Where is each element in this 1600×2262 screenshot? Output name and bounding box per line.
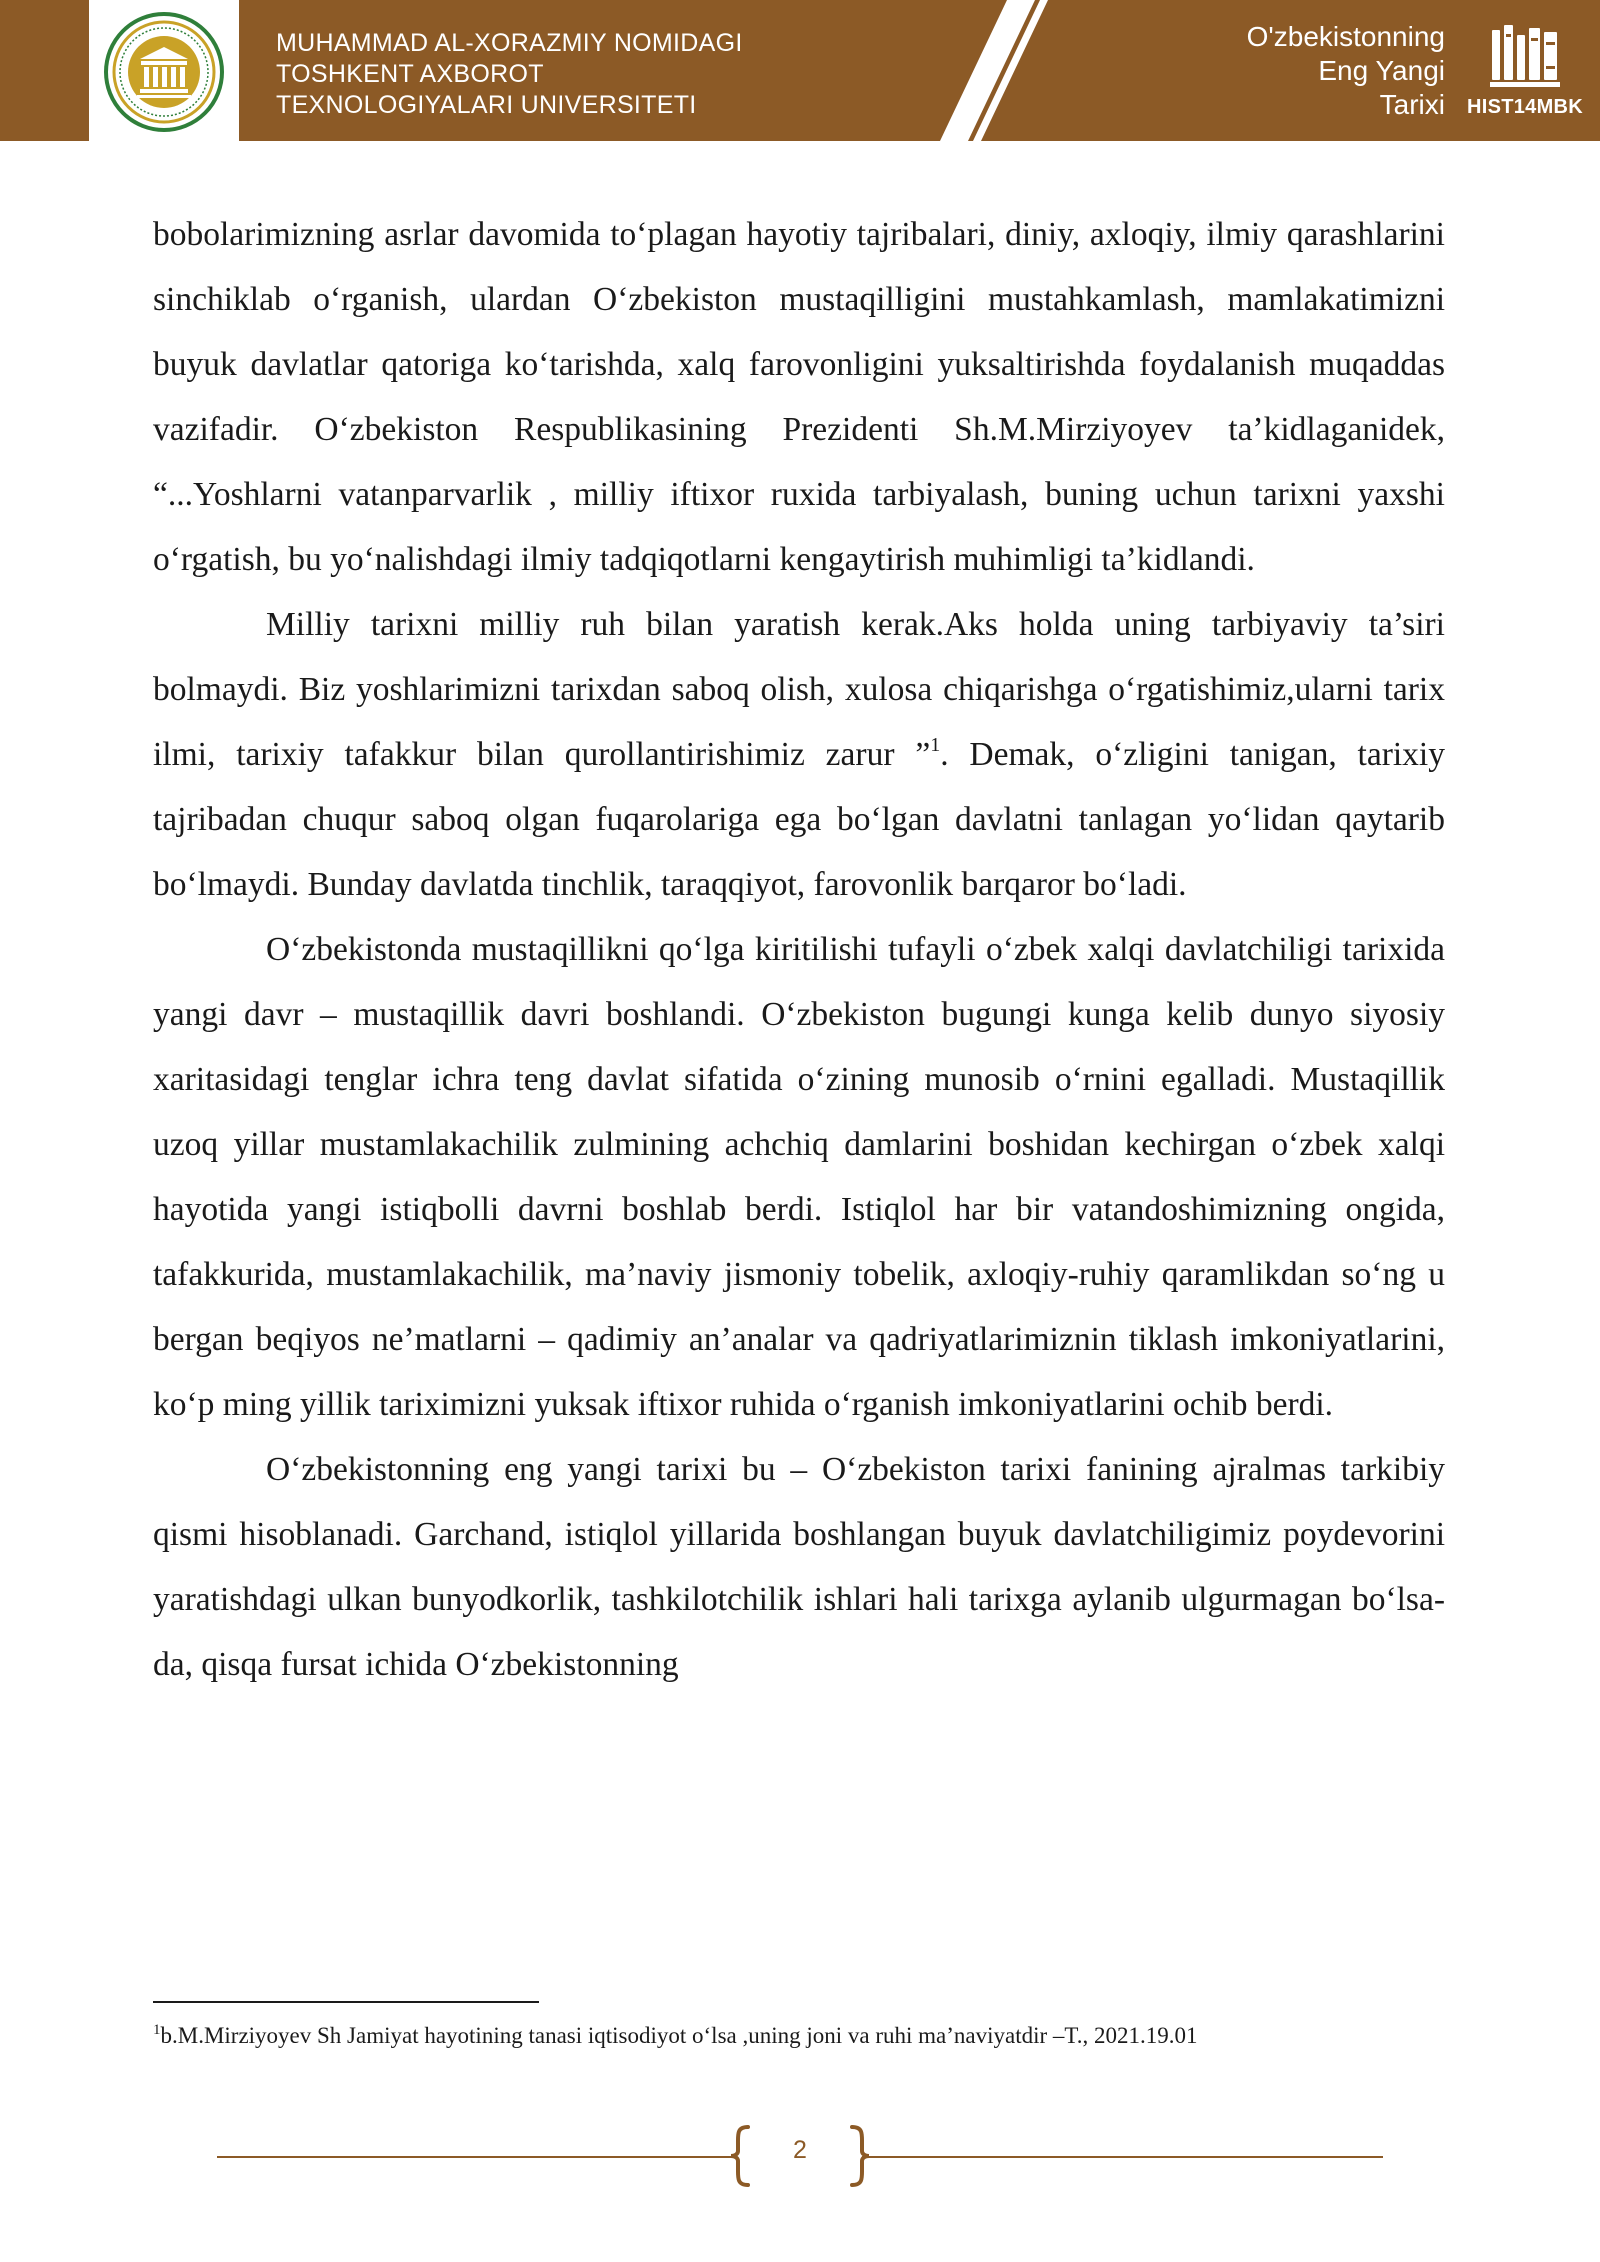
university-name bbox=[276, 28, 743, 121]
footnote-reference[interactable]: 1 bbox=[930, 734, 941, 756]
page-number: 2 bbox=[793, 2136, 807, 2164]
university-name-line: MUHAMMAD AL-XORAZMIY NOMIDAGI bbox=[276, 29, 743, 57]
footnote-text: b.M.Mirziyoyev Sh Jamiyat hayotining tanasi iqtisodiyot o‘lsa ,uning joni va ruhi ma’naviyatdir –T., 2021.19.01 bbox=[160, 2023, 1198, 2048]
course-code: HIST14MBK bbox=[1466, 96, 1584, 118]
university-name-line: TEXNOLOGIYALARI UNIVERSITETI bbox=[276, 91, 697, 119]
university-logo-icon bbox=[103, 11, 225, 133]
document-body bbox=[153, 202, 1445, 1697]
university-name-line: TOSHKENT AXBOROT bbox=[276, 60, 544, 88]
course-title-line: Tarixi bbox=[1379, 89, 1445, 120]
course-title-line: O'zbekistonning bbox=[1246, 21, 1445, 52]
paragraph-text: Milliy tarixni milliy ruh bilan yaratish kerak.Aks holda uning tarbiyaviy ta’siri bolmaydi. Biz yoshlarimizni tarixdan saboq olish, xulosa chiqarishga o‘rgatishimiz,ularni tarix ilmi, tarixiy tafakkur bilan qurollantirishimiz zarur ” bbox=[153, 606, 1445, 773]
course-title bbox=[1247, 20, 1445, 122]
left-brace-icon bbox=[728, 2124, 752, 2188]
paragraph: O‘zbekistonda mustaqillikni qo‘lga kiritilishi tufayli o‘zbek xalqi davlatchiligi tarixida yangi davr – mustaqillik davri boshlandi. O‘zbekiston bugungi kunga kelib dunyo siyosiy xaritasidagi tenglar ichra teng davlat sifatida o‘zining munosib o‘rnini egalladi. Mustaqillik uzoq yillar mustamlakachilik zulmining achchiq damlarini boshidan kechirgan o‘zbek xalqi hayotida yangi istiqbolli davrni boshlab berdi. Istiqlol har bir vatandoshimizning ongida, tafakkurida, mustamlakachilik, ma’naviy jismoniy tobelik, axloqiy-ruhiy qaramlikdan so‘ng u bergan beqiyos ne’matlarni – qadimiy an’analar va qadriyatlarimiznin tiklash imkoniyatlarini, ko‘p ming yillik tariximizni yuksak iftixor ruhida o‘rganish imkoniyatlarini ochib berdi. bbox=[153, 931, 1445, 1423]
paragraph: bobolarimizning asrlar davomida to‘plagan hayotiy tajribalari, diniy, axloqiy, ilmiy qarashlarini sinchiklab o‘rganish, ulardan O‘zbekiston mustaqilligini mustahkamlash, mamlakatimizni buyuk davlatlar qatoriga ko‘tarishda, xalq farovonligini yuksaltirishda foydalanish muqaddas vazifadir. O‘zbekiston Respublikasining Prezidenti Sh.M.Mirziyoyev ta’kidlaganidek, “...Yoshlarni vatanparvarlik , milliy iftixor ruxida tarbiyalash, buning uchun tarixni yaxshi o‘rgatish, bu yo‘nalishdagi ilmiy tadqiqotlarni kengaytirish muhimligi ta’kidlandi. bbox=[153, 216, 1445, 578]
footnote bbox=[153, 2021, 1445, 2051]
footer-rule-right bbox=[862, 2156, 1383, 2158]
paragraph-text: . Demak, o‘zligini tanigan, tarixiy tajribadan chuqur saboq olgan fuqarolariga ega bo‘lgan davlatni tanlagan yo‘lidan qaytarib bo‘lmaydi. Bunday davlatda tinchlik, taraqqiyot, farovonlik barqaror bo‘ladi. bbox=[153, 736, 1445, 903]
footer-rule-left bbox=[217, 2156, 732, 2158]
paragraph: O‘zbekistonning eng yangi tarixi bu – O‘zbekiston tarixi fanining ajralmas tarkibiy qismi hisoblanadi. Garchand, istiqlol yillarida boshlangan buyuk davlatchiligimiz poydevorini yaratishdagi ulkan bunyodkorlik, tashkilotchilik ishlari hali tarixga aylanib ulgurmagan bo‘lsa-da, qisqa fursat ichida O‘zbekistonning bbox=[153, 1451, 1445, 1683]
paragraph bbox=[153, 592, 1445, 917]
page-header bbox=[0, 0, 1600, 141]
books-icon bbox=[1490, 22, 1560, 88]
logo-container bbox=[89, 0, 239, 141]
course-title-line: Eng Yangi bbox=[1318, 55, 1445, 86]
footnote-marker: 1 bbox=[153, 2022, 161, 2038]
footnote-separator bbox=[153, 2001, 539, 2003]
